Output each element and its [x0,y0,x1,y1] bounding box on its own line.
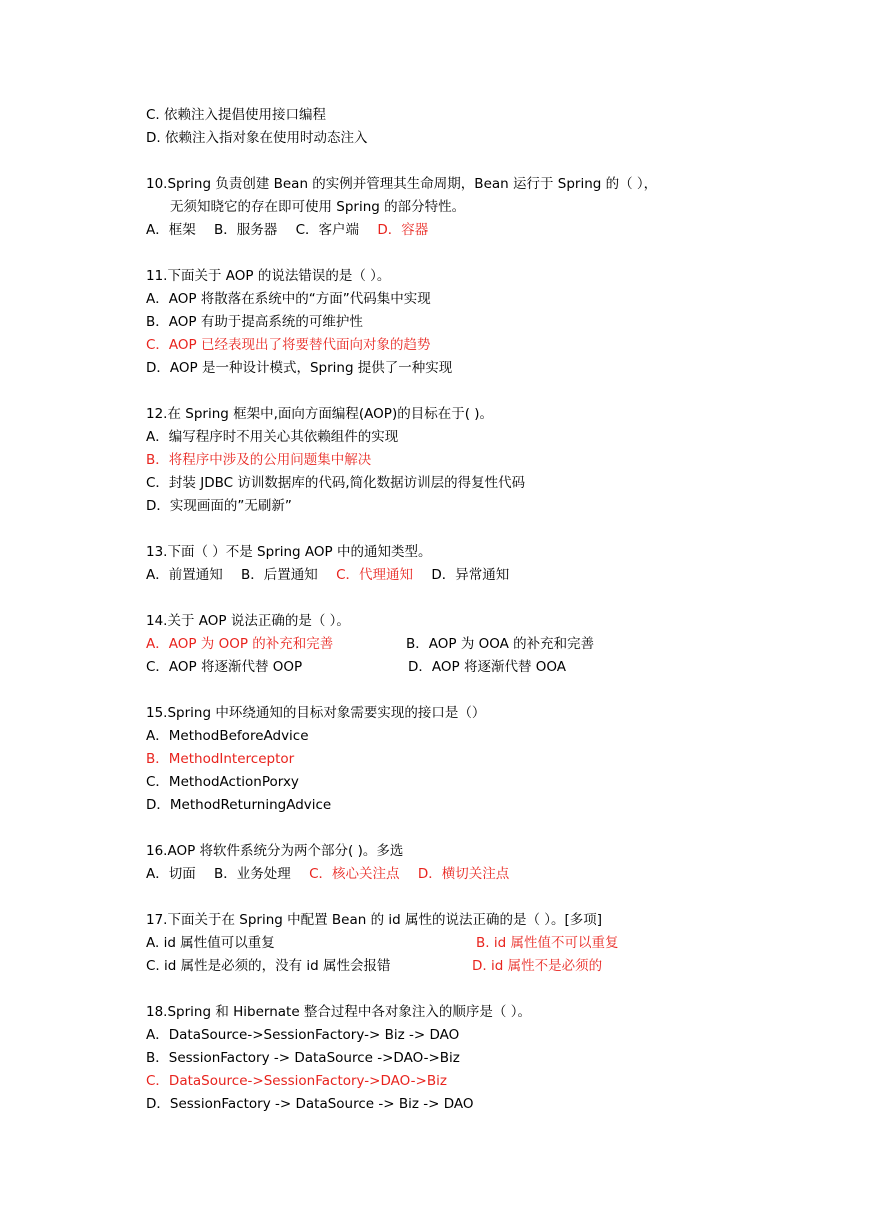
q12-option-c: C．封装 JDBC 访训数据库的代码,简化数据访训层的得复性代码 [146,475,526,491]
q10-option-c: C．客户端 [295,222,360,238]
q10-option-d-answer: D．容器 [377,222,429,238]
q14-option-b: B．AOP 为 OOA 的补充和完善 [406,636,595,652]
question-15 [146,702,746,817]
q14-options-row1 [146,633,746,656]
q15-option-b-answer: B．MethodInterceptor [146,751,295,767]
q16-options [146,863,746,886]
q16-option-c-answer: C．核心关注点 [309,866,400,882]
q17-option-a: A. id 属性值可以重复 [146,935,275,951]
q16-option-b: B．业务处理 [214,866,291,882]
q12-option-d: D．实现画面的”无刷新” [146,498,292,514]
q18-option-d: D．SessionFactory -> DataSource -> Biz -> DAO [146,1096,474,1112]
q18-option-b: B．SessionFactory -> DataSource ->DAO->Biz [146,1050,460,1066]
q11-option-a: A．AOP 将散落在系统中的“方面”代码集中实现 [146,291,431,307]
question-13 [146,541,746,587]
question-10 [146,173,746,242]
q13-option-d: D．异常通知 [431,567,510,583]
q10-options [146,219,746,242]
q17-option-d-answer: D. id 属性不是必须的 [472,958,603,974]
q18-stem: 18.Spring 和 Hibernate 整合过程中各对象注入的顺序是（ ）。 [146,1004,531,1020]
q15-option-d: D．MethodReturningAdvice [146,797,332,813]
q11-option-b: B．AOP 有助于提高系统的可维护性 [146,314,363,330]
question-17 [146,909,746,978]
q15-option-c: C．MethodActionPorxy [146,774,299,790]
q15-stem: 15.Spring 中环绕通知的目标对象需要实现的接口是（） [146,705,486,721]
q10-option-a: A．框架 [146,222,196,238]
q13-option-a: A．前置通知 [146,567,223,583]
q12-option-a: A．编写程序时不用关心其依赖组件的实现 [146,429,399,445]
document-page [146,104,746,1116]
question-11 [146,265,746,380]
q16-option-d-answer: D．横切关注点 [417,866,510,882]
q13-option-c-answer: C．代理通知 [336,567,414,583]
q16-stem: 16.AOP 将软件系统分为两个部分( )。多选 [146,843,404,859]
q14-options-row2 [146,656,746,679]
q11-stem: 11.下面关于 AOP 的说法错误的是（ ）。 [146,268,391,284]
q9-option-d: D. 依赖注入指对象在使用时动态注入 [146,130,368,146]
q17-options-row2 [146,955,746,978]
q14-stem: 14.关于 AOP 说法正确的是（ ）。 [146,613,350,629]
q14-option-a-answer: A．AOP 为 OOP 的补充和完善 [146,636,334,652]
q9-option-c: C. 依赖注入提倡使用接口编程 [146,107,327,123]
q10-stem-line1: 10.Spring 负责创建 Bean 的实例并管理其生命周期，Bean 运行于 Spring 的（ ）， [146,176,658,192]
q12-stem: 12.在 Spring 框架中,面向方面编程(AOP)的目标在于( )。 [146,406,494,422]
question-18 [146,1001,746,1116]
q16-option-a: A．切面 [146,866,196,882]
q17-option-b-answer: B. id 属性值不可以重复 [476,935,619,951]
q17-option-c: C. id 属性是必须的，没有 id 属性会报错 [146,958,391,974]
q11-option-c-answer: C．AOP 已经表现出了将要替代面向对象的趋势 [146,337,431,353]
q10-option-b: B．服务器 [214,222,278,238]
question-14 [146,610,746,679]
q13-stem: 13.下面（ ）不是 Spring AOP 中的通知类型。 [146,544,432,560]
q13-option-b: B．后置通知 [241,567,318,583]
q12-option-b-answer: B．将程序中涉及的公用问题集中解决 [146,452,372,468]
q14-option-c: C．AOP 将逐渐代替 OOP [146,659,303,675]
q14-option-d: D．AOP 将逐渐代替 OOA [408,659,566,675]
q17-stem: 17.下面关于在 Spring 中配置 Bean 的 id 属性的说法正确的是（ ）。[多项] [146,912,603,928]
q10-stem-line2: 无须知晓它的存在即可使用 Spring 的部分特性。 [170,199,466,215]
question-16 [146,840,746,886]
q11-option-d: D．AOP 是一种设计模式，Spring 提供了一种实现 [146,360,453,376]
q15-option-a: A．MethodBeforeAdvice [146,728,309,744]
q18-option-a: A．DataSource->SessionFactory-> Biz -> DAO [146,1027,460,1043]
q18-option-c-answer: C．DataSource->SessionFactory->DAO->Biz [146,1073,447,1089]
question-12 [146,403,746,518]
q17-options-row1 [146,932,746,955]
q13-options [146,564,746,587]
